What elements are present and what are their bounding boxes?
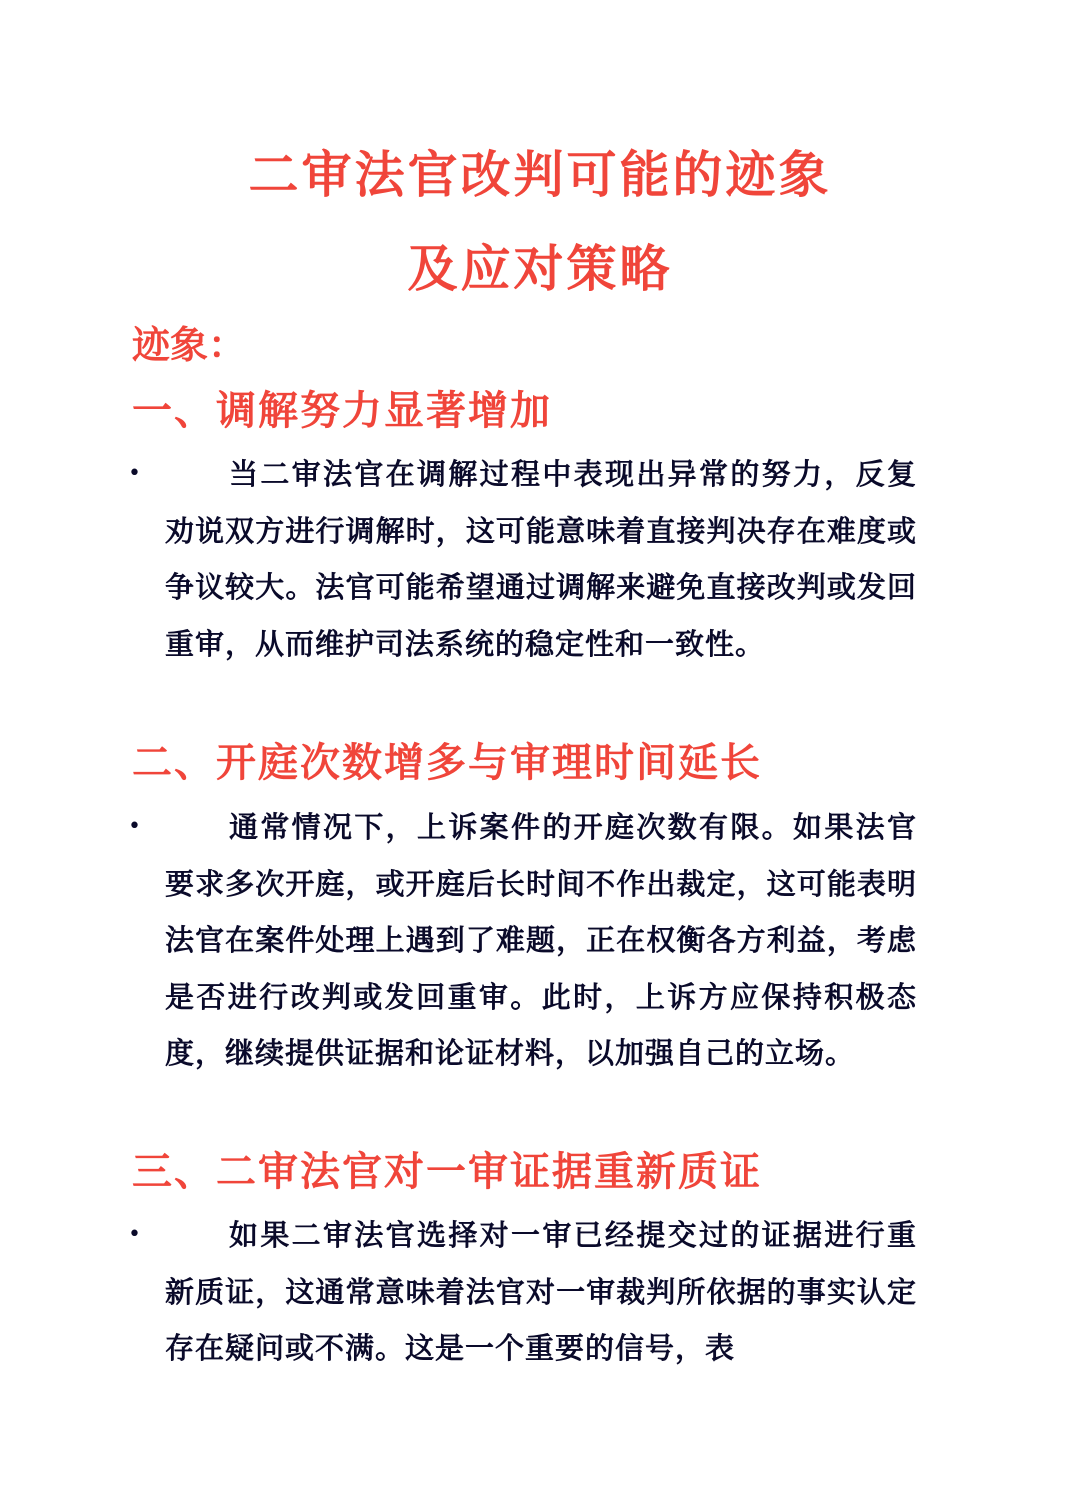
section-heading-3: 三、二审法官对一审证据重新质证 xyxy=(132,1149,762,1195)
bullet-icon: • xyxy=(128,1222,141,1247)
section-heading-2: 二、开庭次数增多与审理时间延长 xyxy=(132,740,762,786)
paragraph-1: 当二审法官在调解过程中表现出异常的努力，反复劝说双方进行调解时，这可能意味着直接判决存在难度或争议较大。法官可能希望通过调解来避免直接改判或发回重审，从而维护司法系统的稳定性和一致性。 xyxy=(165,457,917,661)
bullet-icon: • xyxy=(128,461,141,486)
paragraph-3: 如果二审法官选择对一审已经提交过的证据进行重新质证，这通常意味着法官对一审裁判所依据的事实认定存在疑问或不满。这是一个重要的信号，表 xyxy=(165,1218,917,1365)
document-title-line-2: 及应对策略 xyxy=(407,240,673,298)
section-label-signs: 迹象： xyxy=(132,323,247,367)
section-heading-1: 一、调解努力显著增加 xyxy=(132,388,552,434)
paragraph-2: 通常情况下，上诉案件的开庭次数有限。如果法官要求多次开庭，或开庭后长时间不作出裁定，这可能表明法官在案件处理上遇到了难题，正在权衡各方利益，考虑是否进行改判或发回重审。此时，上诉方应保持积极态度，继续提供证据和论证材料，以加强自己的立场。 xyxy=(165,810,917,1070)
bullet-icon: • xyxy=(128,814,141,839)
document-title-line-1: 二审法官改判可能的迹象 xyxy=(248,146,832,204)
